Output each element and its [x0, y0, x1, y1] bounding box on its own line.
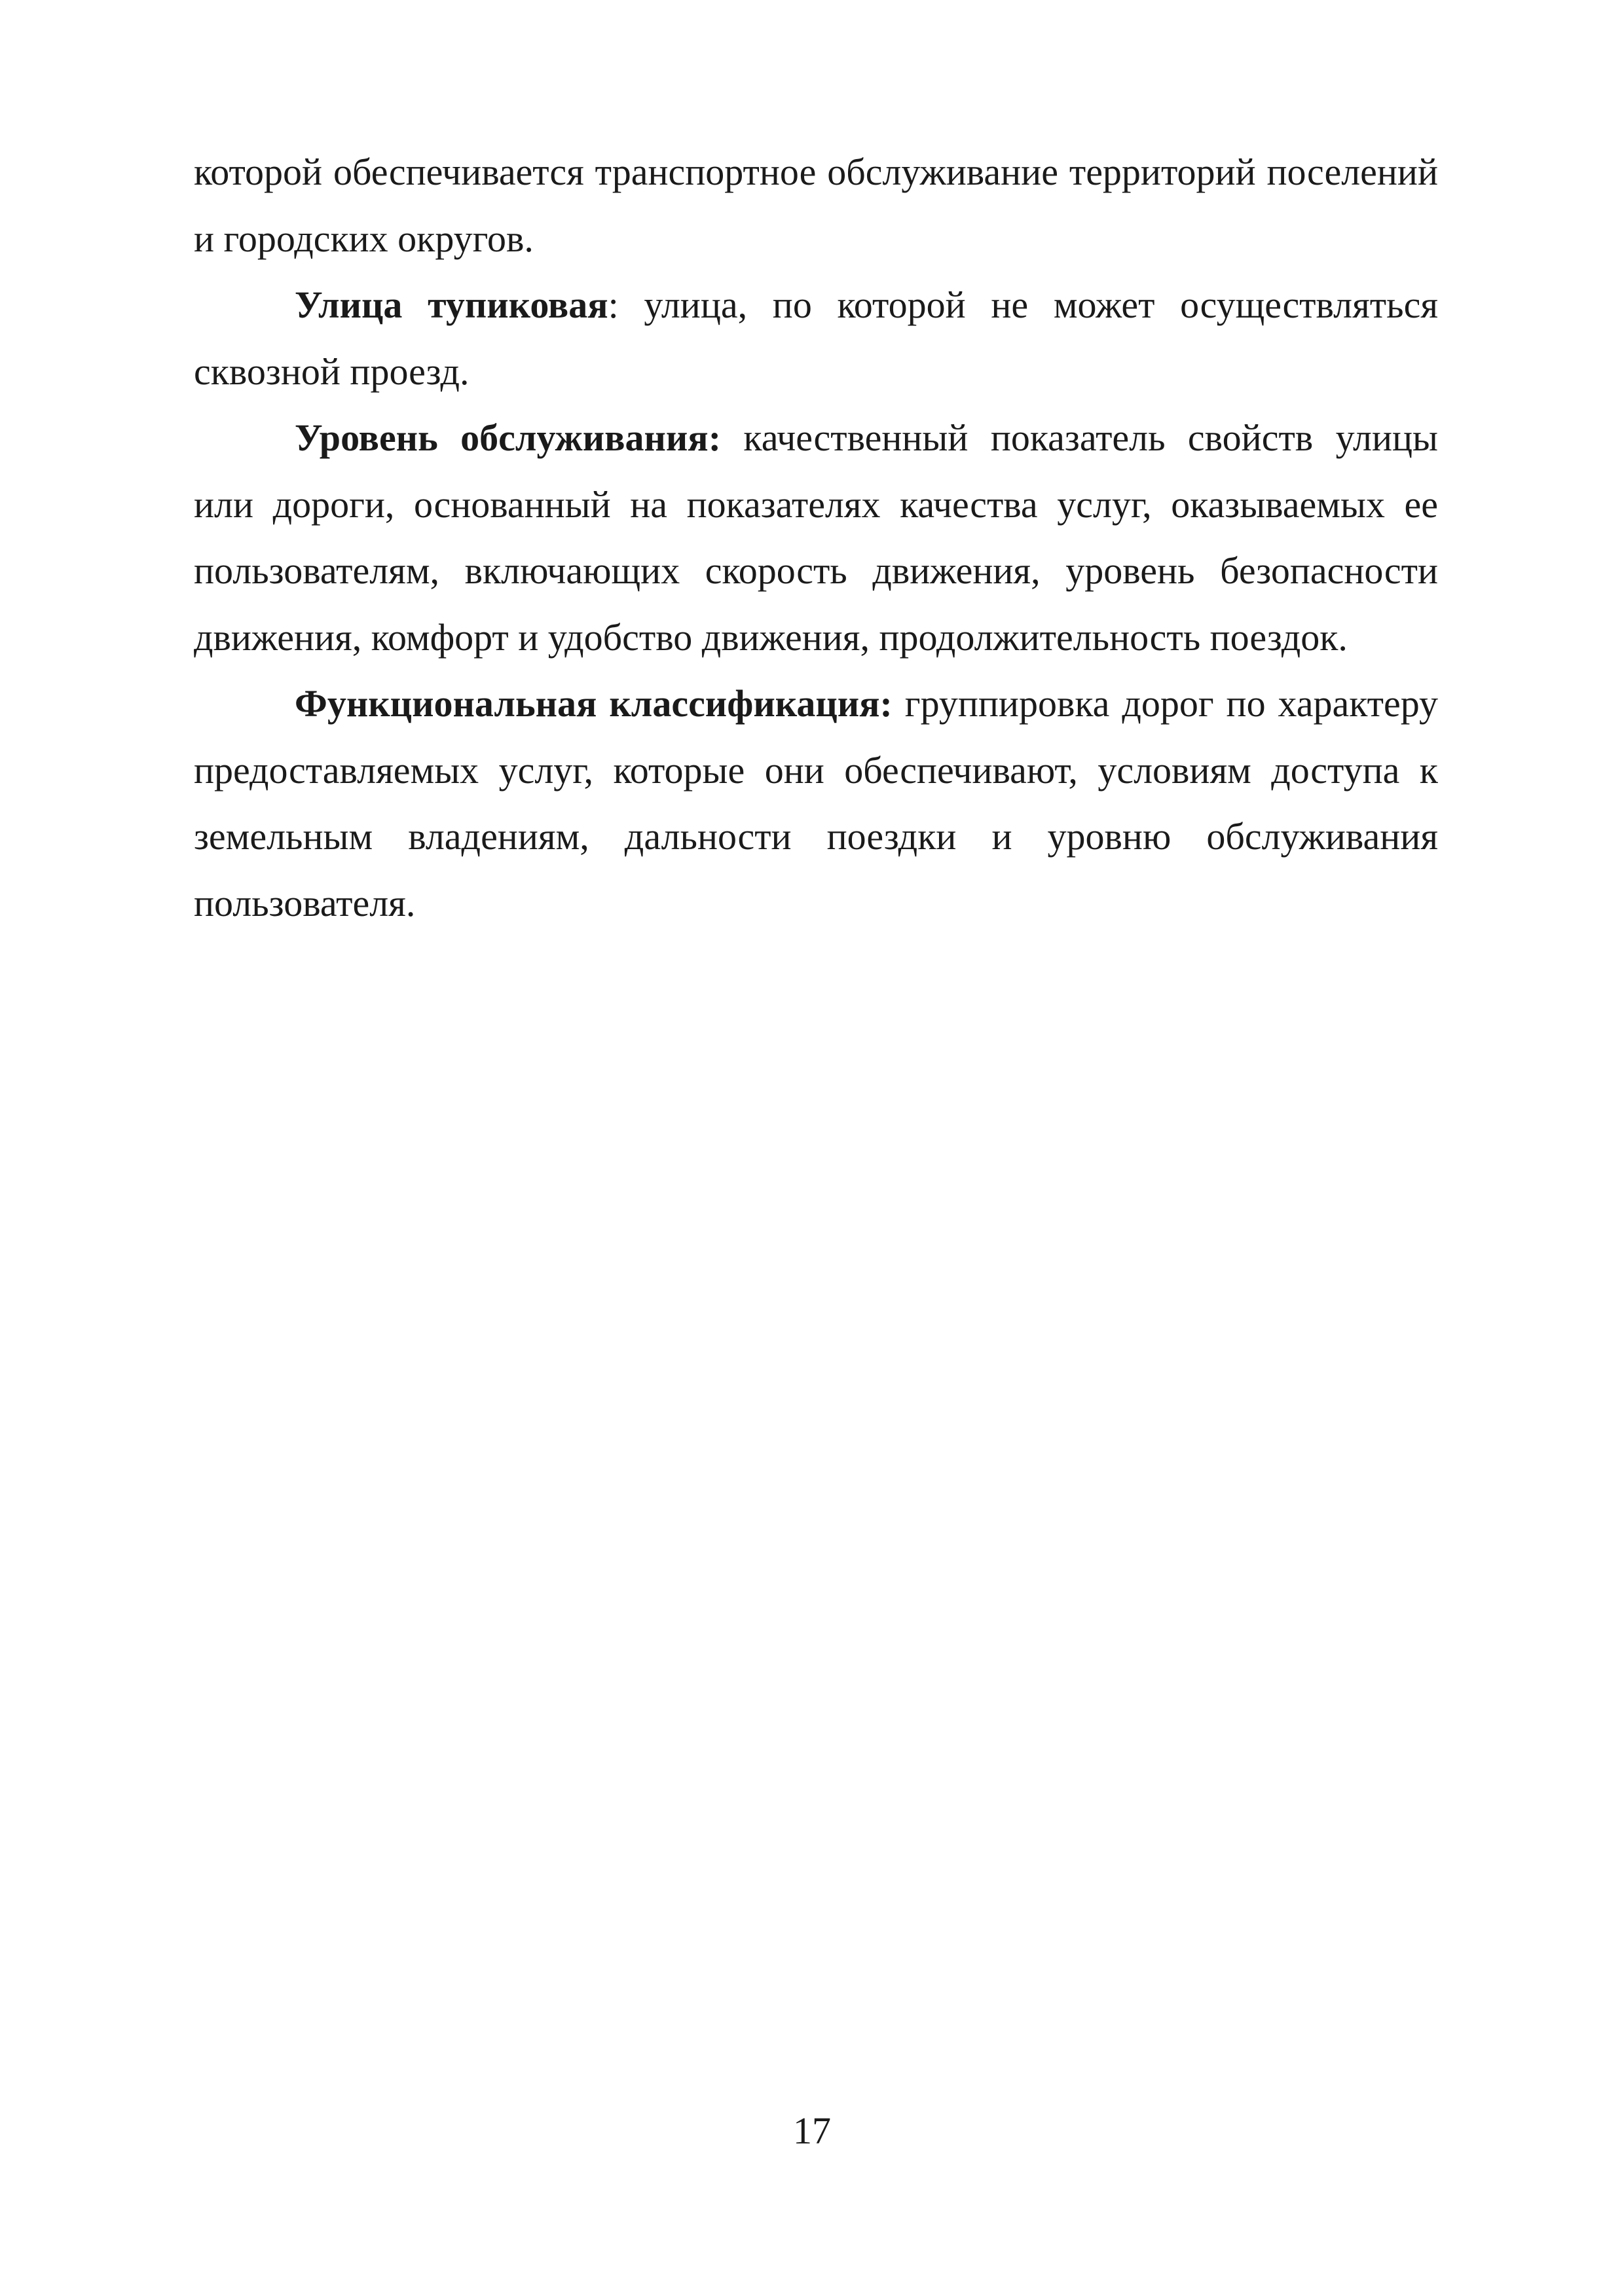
definition-functional-classification [194, 670, 1438, 936]
page-number: 17 [793, 2109, 831, 2152]
paragraph-continuation [194, 139, 1438, 272]
definition-term: Функциональная классификация: [295, 682, 893, 725]
definition-text: : улица, по которой не может осуществляться сквозной проезд. [194, 283, 1438, 393]
definition-term: Уровень обслуживания: [295, 416, 722, 459]
body-text [194, 139, 1438, 936]
paragraph-text: которой обеспечивается транспортное обслуживание территорий поселений и городских округов. [194, 151, 1438, 260]
definition-text: качественный показатель свойств улицы или дороги, основанный на показателях качества услуг, оказываемых ее пользователям, включающих скорость движения, уровень безопасности движения, комфорт и удобство движения, продолжительность поездок. [194, 416, 1439, 659]
definition-level-of-service [194, 405, 1438, 670]
definition-text: группировка дорог по характеру предоставляемых услуг, которые они обеспечивают, условиям доступа к земельным владениям, дальности поездки и уровню обслуживания пользователя. [194, 682, 1439, 924]
definition-dead-end-street [194, 272, 1438, 405]
definition-term: Улица тупиковая [295, 283, 608, 326]
